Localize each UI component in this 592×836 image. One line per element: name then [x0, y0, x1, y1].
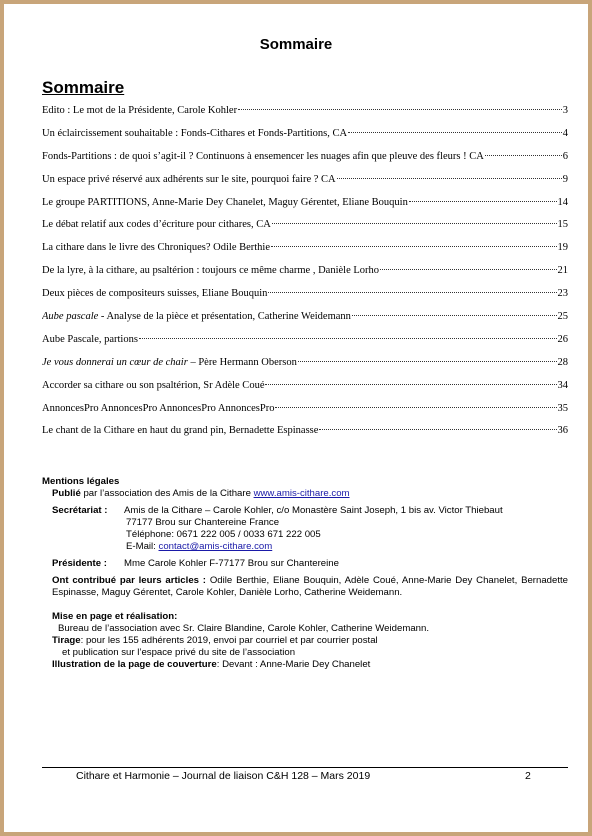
- toc-entry[interactable]: [42, 265, 568, 288]
- toc-entry-title-text: La cithare dans le livre des Chroniques? Odile Berthie: [42, 242, 271, 254]
- toc-entry-title: [42, 174, 336, 185]
- toc-entry-title: [42, 242, 270, 253]
- contributors-text: Odile Berthie, Eliane Bouquin, Adèle Coué, Anne-Marie Dey Chanelet, Bernadette Espinasse, Maguy Gérentet, Carole Kohler, Danièle Lorho, Catherine Weidemann.: [52, 575, 569, 598]
- presidente-line: [42, 558, 568, 570]
- publisher-line: [42, 488, 568, 500]
- toc-entry-title-text: Deux pièces de compositeurs suisses, Eliane Bouquin: [42, 288, 268, 300]
- toc-dot-leader: [275, 406, 556, 408]
- toc-dot-leader: [409, 200, 557, 202]
- legal-heading: Mentions légales: [42, 476, 120, 487]
- toc-entry[interactable]: [42, 288, 568, 311]
- email-link[interactable]: contact@amis-cithare.com: [158, 541, 273, 552]
- toc-entry[interactable]: [42, 174, 568, 197]
- layout-label: Mise en page et réalisation:: [52, 611, 178, 622]
- toc-entry[interactable]: [42, 197, 568, 220]
- toc-dot-leader: [268, 291, 556, 293]
- toc-entry-title-text: Edito : Le mot de la Présidente, Carole Kohler: [42, 105, 238, 116]
- toc-entry-title-text: Un éclaircissement souhaitable : Fonds-Cithares et Fonds-Partitions, CA: [42, 127, 348, 139]
- toc-entry-page: 25: [557, 311, 568, 323]
- document-page: [4, 4, 588, 832]
- toc-entry-title-text: Fonds-Partitions : de quoi s’agit-il ? Continuons à ensemencer les nuages afin que pleuve des fleurs ! CA: [42, 150, 484, 162]
- toc-entry-title-text: Le groupe PARTITIONS, Anne-Marie Dey Chanelet, Maguy Gérentet, Eliane Bouquin: [42, 196, 408, 208]
- toc-heading: Sommaire: [42, 78, 125, 97]
- toc-entry-title: [42, 403, 274, 414]
- toc-entry-title-italic: Je vous donnerai un cœur de chair: [42, 356, 188, 368]
- print-run-line: [42, 635, 568, 647]
- secretariat-label: Secrétariat :: [52, 505, 108, 516]
- toc-entry[interactable]: [42, 128, 568, 151]
- toc-entry[interactable]: [42, 105, 568, 128]
- toc-entry-title: [42, 380, 264, 391]
- footer-rule: [42, 767, 568, 768]
- footer-text: Cithare et Harmonie – Journal de liaison C&H 128 – Mars 2019: [76, 770, 371, 782]
- toc-entry-title-text: AnnoncesPro AnnoncesPro AnnoncesPro AnnoncesPro: [42, 402, 275, 414]
- presidente-label: Présidente :: [52, 558, 107, 569]
- toc-entry-title-text: Un espace privé réservé aux adhérents sur le site, pourquoi faire ? CA: [42, 173, 336, 185]
- toc-entry-title-text: De la lyre, à la cithare, au psaltérion : toujours ce même charme , Danièle Lorho: [42, 265, 380, 277]
- toc-entry[interactable]: [42, 219, 568, 242]
- toc-dot-leader: [348, 131, 562, 133]
- toc-entry-page: 23: [557, 288, 568, 300]
- toc-entry-title-italic: Aube pascale: [42, 311, 99, 323]
- secretariat-block: [42, 505, 568, 553]
- toc-dot-leader: [272, 222, 557, 224]
- toc-entry-page: 34: [557, 379, 568, 391]
- cover-illustration-text: : Devant : Anne-Marie Dey Chanelet: [216, 659, 371, 670]
- layout-text: Bureau de l’association avec Sr. Claire Blandine, Carole Kohler, Catherine Weidemann.: [58, 623, 429, 634]
- toc-entry-title: [42, 334, 138, 345]
- toc-entry-title: [42, 128, 347, 139]
- toc-entry-page: 36: [557, 425, 568, 437]
- toc-entry[interactable]: [42, 151, 568, 174]
- print-run-text-2: et publication sur l’espace privé du site de l’association: [62, 647, 296, 658]
- toc-dot-leader: [337, 177, 562, 179]
- toc-dot-leader: [298, 360, 557, 362]
- toc-entry-title-text: Le débat relatif aux codes d’écriture pour cithares, CA: [42, 219, 271, 231]
- toc-entry-page: 3: [562, 105, 568, 116]
- toc-entry-title: [42, 105, 237, 116]
- toc-entry-page: 28: [557, 356, 568, 368]
- toc-entry-title: [42, 197, 408, 208]
- toc-entry[interactable]: [42, 403, 568, 426]
- toc-entry-page: 6: [562, 150, 568, 162]
- email-label: E-Mail:: [126, 541, 159, 552]
- cover-illustration-label: Illustration de la page de couverture: [52, 659, 217, 670]
- toc-dot-leader: [485, 154, 562, 156]
- toc-dot-leader: [380, 268, 556, 270]
- toc-entry-title: [42, 265, 379, 276]
- secretariat-city: 77177 Brou sur Chantereine France: [126, 517, 280, 528]
- toc-entry-title-text: Accorder sa cithare ou son psaltérion, Sr Adèle Coué: [42, 379, 265, 391]
- table-of-contents: [42, 105, 568, 448]
- publisher-label: Publié: [52, 488, 81, 499]
- toc-dot-leader: [265, 383, 556, 385]
- toc-dot-leader: [352, 314, 557, 316]
- toc-entry-page: 35: [557, 402, 568, 414]
- website-link[interactable]: www.amis-cithare.com: [253, 488, 350, 499]
- toc-entry-page: 21: [557, 265, 568, 277]
- toc-entry-title-text: – Père Hermann Oberson: [187, 356, 297, 368]
- presidente-text: Mme Carole Kohler F-77177 Brou sur Chantereine: [124, 558, 339, 569]
- toc-entry-title: [42, 357, 297, 368]
- publisher-text: par l’association des Amis de la Cithare: [80, 488, 254, 499]
- toc-entry[interactable]: [42, 357, 568, 380]
- toc-entry-title: [42, 219, 271, 230]
- toc-dot-leader: [319, 428, 556, 430]
- legal-notice: [42, 476, 568, 671]
- contributors-label: Ont contribué par leurs articles :: [52, 575, 210, 586]
- toc-entry[interactable]: [42, 242, 568, 265]
- toc-entry-page: 19: [557, 242, 568, 254]
- toc-entry[interactable]: [42, 380, 568, 403]
- toc-entry[interactable]: [42, 311, 568, 334]
- toc-entry-page: 9: [562, 173, 568, 185]
- toc-entry-title: [42, 311, 351, 322]
- toc-entry-title-text: Le chant de la Cithare en haut du grand pin, Bernadette Espinasse: [42, 425, 319, 437]
- page-header-title: Sommaire: [259, 36, 333, 53]
- cover-illustration-line: [42, 659, 568, 671]
- toc-entry-page: 26: [557, 333, 568, 345]
- toc-entry[interactable]: [42, 425, 568, 448]
- secretariat-phone: Téléphone: 0671 222 005 / 0033 671 222 005: [126, 529, 321, 540]
- footer-page-number: 2: [525, 770, 531, 782]
- print-run-label: Tirage: [52, 635, 81, 646]
- secretariat-address: Amis de la Cithare – Carole Kohler, c/o Monastère Saint Joseph, 1 bis av. Victor Thiebaut: [124, 505, 503, 516]
- toc-entry-title: [42, 425, 318, 436]
- print-run-text: : pour les 155 adhérents 2019, envoi par courriel et par courrier postal: [80, 635, 378, 646]
- contributors: [42, 575, 568, 599]
- layout-label-line: [42, 611, 568, 623]
- toc-entry-title: [42, 288, 267, 299]
- toc-entry[interactable]: [42, 334, 568, 357]
- toc-entry-title-text: Aube Pascale, partions: [42, 333, 138, 345]
- toc-entry-title-text: - Analyse de la pièce et présentation, Catherine Weidemann: [98, 311, 351, 323]
- toc-dot-leader: [271, 245, 556, 247]
- toc-dot-leader: [238, 108, 562, 110]
- toc-entry-title: [42, 151, 484, 162]
- toc-entry-page: 14: [557, 196, 568, 208]
- toc-dot-leader: [139, 337, 557, 339]
- toc-entry-page: 4: [562, 127, 568, 139]
- toc-entry-page: 15: [557, 219, 568, 231]
- secretariat-email-line: [124, 541, 568, 553]
